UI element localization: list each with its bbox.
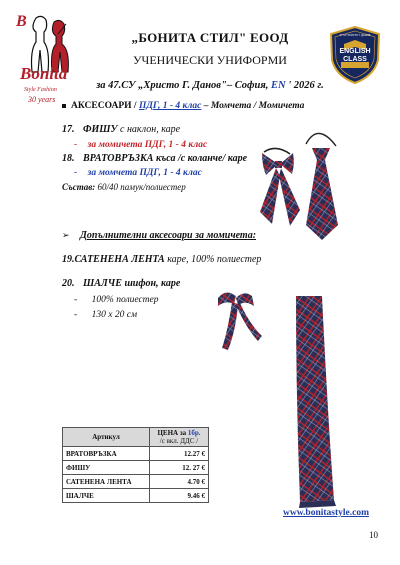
column-header-price bbox=[150, 428, 209, 447]
table-cell-item: ВРАТОВРЪЗКА bbox=[63, 447, 150, 461]
fichu-image bbox=[260, 148, 300, 226]
item-20-detail-2: 130 х 20 см bbox=[91, 310, 138, 320]
section-classes: ПДГ, 1 - 4 клас bbox=[138, 101, 202, 111]
logo-tagline: Style Fashion bbox=[24, 87, 57, 93]
scarf-image bbox=[296, 296, 336, 508]
table-row bbox=[63, 475, 209, 489]
table-header-row bbox=[63, 428, 209, 447]
price-header-line2: /с вкл. ДДС / bbox=[159, 437, 199, 445]
dash: - bbox=[74, 140, 78, 150]
company-name: „БОНИТА СТИЛ" ЕООД bbox=[131, 30, 289, 45]
item-17-name: ФИШУ bbox=[83, 124, 118, 135]
item-18-number: 18. bbox=[62, 153, 75, 164]
item-20-number: 20. bbox=[62, 278, 75, 289]
column-header-item: Артикул bbox=[63, 428, 150, 447]
logo-years: 30 years bbox=[28, 95, 56, 104]
dash: - bbox=[74, 168, 78, 178]
short-tie-image bbox=[306, 133, 338, 240]
item-20-name: ШАЛЧЕ bbox=[83, 278, 122, 289]
section-label: АКСЕСОАРИ / bbox=[71, 101, 137, 111]
section-rest: – Момчета / Момичета bbox=[203, 101, 305, 111]
document-subtitle: УЧЕНИЧЕСКИ УНИФОРМИ bbox=[133, 53, 287, 67]
additional-heading-text: Допълнителни аксесоари за момичета: bbox=[80, 230, 257, 241]
table-cell-price: 12. 27 € bbox=[150, 461, 209, 475]
dash: - bbox=[74, 295, 78, 305]
school-line-en: EN bbox=[271, 80, 286, 91]
table-cell-item: ШАЛЧЕ bbox=[63, 489, 150, 503]
composition-label: Състав: bbox=[62, 182, 96, 192]
table-cell-price: 12.27 € bbox=[150, 447, 209, 461]
satin-ribbon-image bbox=[218, 292, 262, 350]
price-table bbox=[62, 427, 209, 503]
item-18-sub-text: за момчета ПДГ, 1 - 4 клас bbox=[87, 168, 202, 178]
table-cell-item: САТЕНЕНА ЛЕНТА bbox=[63, 475, 150, 489]
item-20-desc: шифон, каре bbox=[121, 278, 181, 289]
item-19-desc: каре, 100% полиестер bbox=[164, 254, 262, 265]
table-cell-item: ФИШУ bbox=[63, 461, 150, 475]
item-19-number: 19. bbox=[62, 254, 75, 265]
dash: - bbox=[74, 310, 78, 320]
website-link[interactable]: www.bonitastyle.com bbox=[283, 508, 370, 518]
price-header-line1: ЦЕНА за bbox=[157, 429, 187, 437]
item-17-desc: с наклон, каре bbox=[117, 124, 181, 135]
table-row bbox=[63, 461, 209, 475]
school-line-year: ' 2026 г. bbox=[288, 80, 324, 91]
item-19-name: САТЕНЕНА ЛЕНТА bbox=[74, 254, 165, 265]
item-18-desc: къса /с коланче/ каре bbox=[153, 153, 248, 164]
table-row bbox=[63, 489, 209, 503]
arrow-bullet-icon: ➢ bbox=[62, 230, 70, 240]
badge-line1: ENGLISH bbox=[339, 48, 371, 55]
table-row bbox=[63, 447, 209, 461]
school-line-prefix: за 47.СУ „Христо Г. Данов"– София, bbox=[96, 80, 269, 91]
logo-brand: Bonita bbox=[20, 64, 68, 83]
item-20-detail-1: 100% полиестер bbox=[91, 295, 159, 305]
badge-top-text: 47 СУ ХРИСТО Г. ДАНОВ bbox=[339, 34, 371, 37]
svg-text:B: B bbox=[16, 13, 27, 30]
price-table-wrapper bbox=[62, 427, 209, 503]
item-17-sub-text: за момичета ПДГ, 1 - 4 клас bbox=[87, 140, 208, 150]
composition-value: 60/40 памук/полиестер bbox=[95, 182, 186, 192]
price-header-unit: 1бр. bbox=[187, 429, 201, 437]
table-cell-price: 9.46 € bbox=[150, 489, 209, 503]
item-17-number: 17. bbox=[62, 124, 75, 135]
badge-line2: CLASS bbox=[343, 56, 367, 63]
page-number: 10 bbox=[369, 530, 378, 540]
table-cell-price: 4.70 € bbox=[150, 475, 209, 489]
item-18-name: ВРАТОВРЪЗКА bbox=[83, 153, 154, 164]
